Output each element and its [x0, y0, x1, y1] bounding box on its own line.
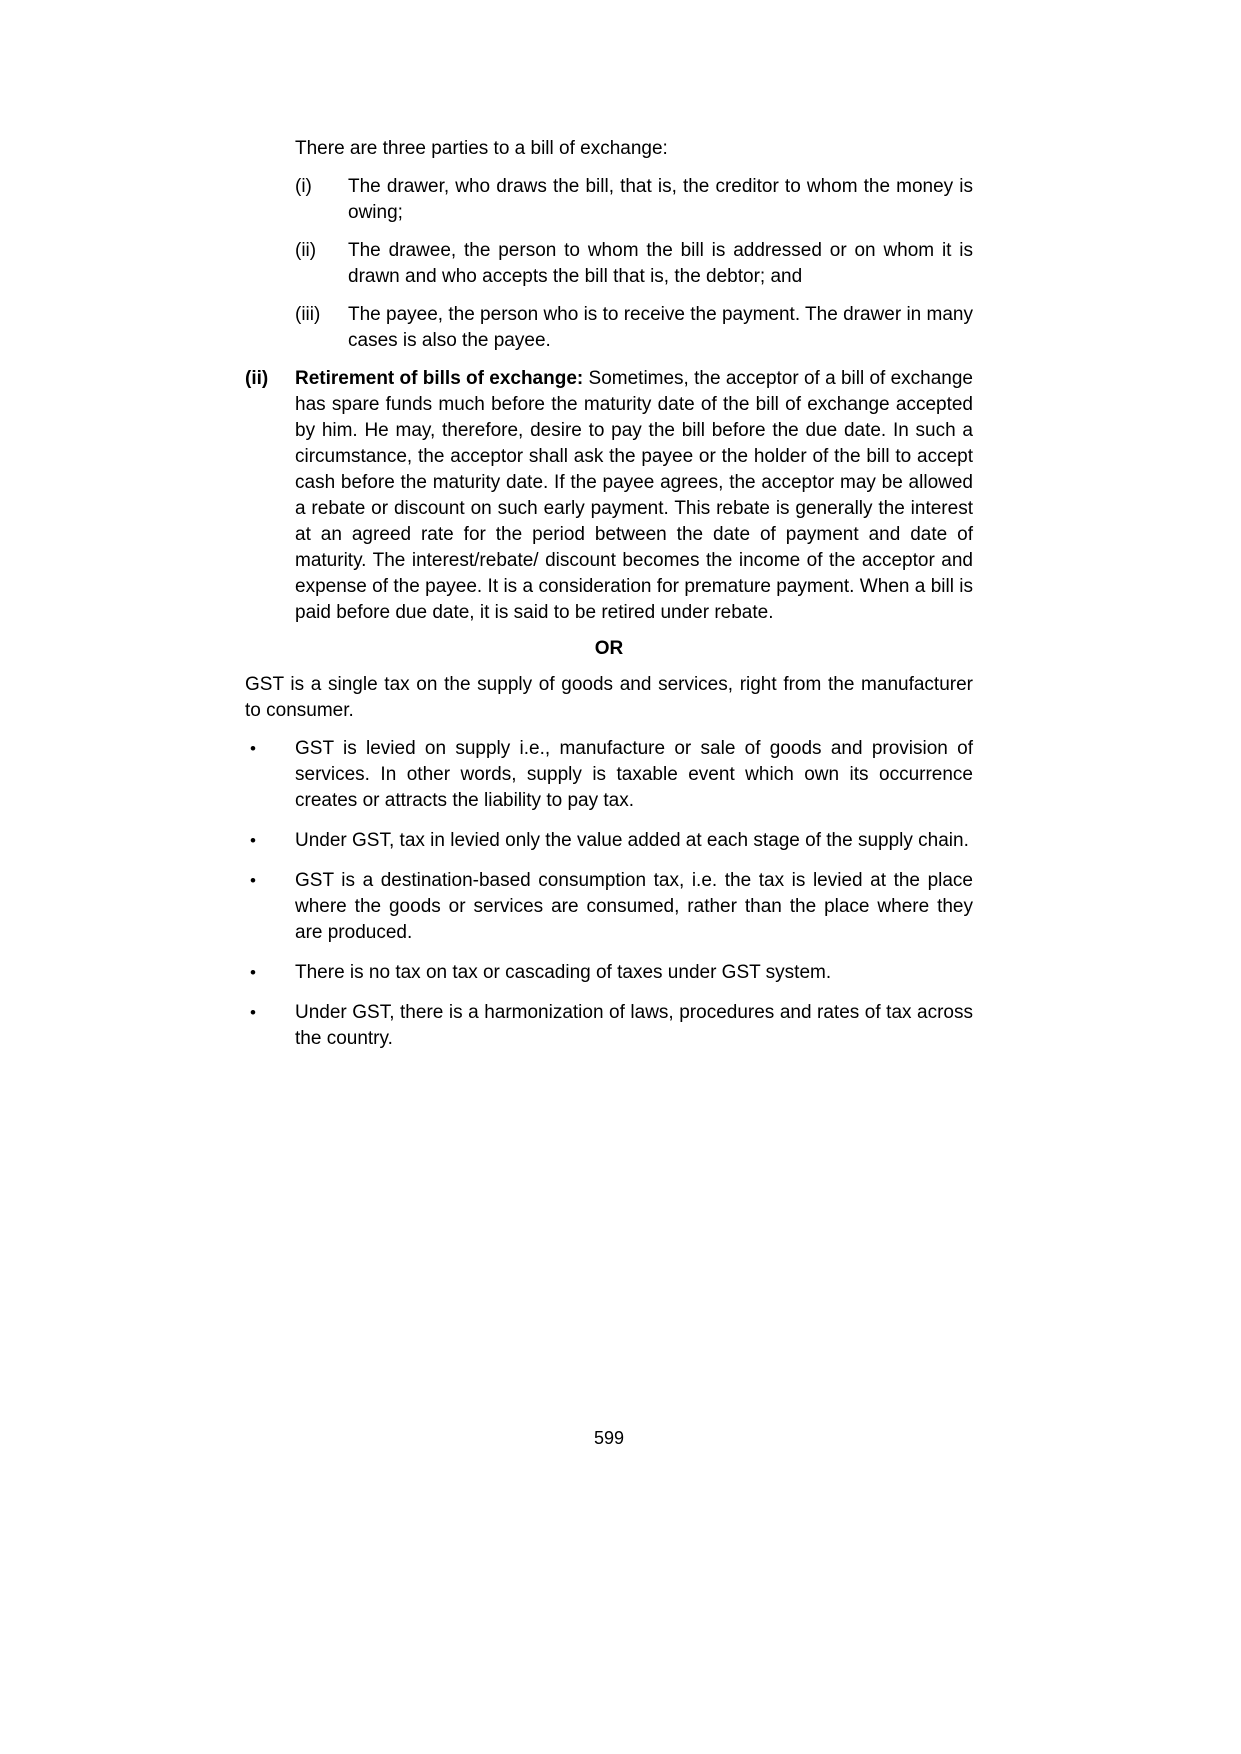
- parties-intro-text: There are three parties to a bill of exchange:: [295, 138, 668, 159]
- list-item: [245, 1000, 973, 1052]
- list-item: [245, 736, 973, 814]
- list-item-text: The payee, the person who is to receive the payment. The drawer in many cases is also the payee.: [348, 304, 973, 351]
- page-content: [245, 136, 973, 1066]
- list-item: [295, 174, 973, 226]
- bullet-icon: •: [250, 963, 256, 982]
- bullet-icon: •: [250, 871, 256, 890]
- list-item: [245, 960, 973, 986]
- retirement-heading: Retirement of bills of exchange:: [295, 368, 584, 389]
- list-item-marker: (iii): [295, 304, 321, 325]
- list-item-text: The drawer, who draws the bill, that is, the creditor to whom the money is owing;: [348, 176, 973, 223]
- list-item-text: GST is levied on supply i.e., manufacture or sale of goods and provision of services. In other words, supply is taxable event which own its occurrence creates or attracts the liability to pay tax.: [295, 738, 973, 811]
- list-item: [245, 868, 973, 946]
- retirement-marker: (ii): [245, 368, 269, 389]
- list-item-marker: (i): [295, 176, 312, 197]
- list-item: [295, 302, 973, 354]
- retirement-text: Sometimes, the acceptor of a bill of exchange has spare funds much before the maturity date of the bill of exchange accepted by him. He may, therefore, desire to pay the bill before the due date. In such a circumstance, the acceptor shall ask the payee or the holder of the bill to accept cash before the maturity date. If the payee agrees, the acceptor may be allowed a rebate or discount on such early payment. This rebate is generally the interest at an agreed rate for the period between the date of payment and date of maturity. The interest/rebate/ discount becomes the income of the acceptor and expense of the payee. It is a consideration for premature payment. When a bill is paid before due date, it is said to be retired under rebate.: [295, 368, 973, 623]
- or-divider: OR: [594, 638, 624, 659]
- list-item: [295, 238, 973, 290]
- list-item-marker: (ii): [295, 240, 317, 261]
- retirement-section: [245, 366, 973, 626]
- bullet-icon: •: [250, 739, 256, 758]
- bullet-icon: •: [250, 1003, 256, 1022]
- list-item-text: The drawee, the person to whom the bill is addressed or on whom it is drawn and who accepts the bill that is, the debtor; and: [348, 240, 973, 287]
- list-item-text: Under GST, tax in levied only the value added at each stage of the supply chain.: [295, 830, 969, 851]
- list-item-text: Under GST, there is a harmonization of laws, procedures and rates of tax across the country.: [295, 1002, 973, 1049]
- list-item: [245, 828, 973, 854]
- list-item-text: There is no tax on tax or cascading of taxes under GST system.: [295, 962, 832, 983]
- gst-intro-text: GST is a single tax on the supply of goods and services, right from the manufacturer to consumer.: [245, 674, 973, 721]
- bullet-icon: •: [250, 831, 256, 850]
- retirement-paragraph: [295, 366, 973, 626]
- page-number: 599: [593, 1428, 625, 1448]
- list-item-text: GST is a destination-based consumption tax, i.e. the tax is levied at the place where the goods or services are consumed, rather than the place where they are produced.: [295, 870, 973, 943]
